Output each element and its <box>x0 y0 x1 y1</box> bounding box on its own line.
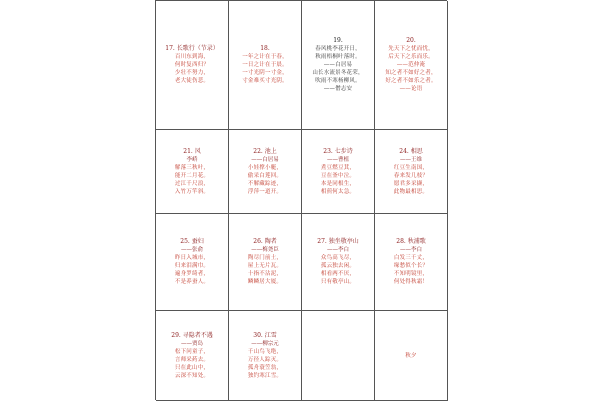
poem-line: 少壮不努力， <box>174 70 210 76</box>
poem-body <box>385 45 436 93</box>
poem-body <box>175 348 209 380</box>
poem-line: 陶尽门前土， <box>247 255 283 261</box>
poem-line: 春风桃李花开日， <box>315 46 361 52</box>
poem-title: 24. 相思 <box>399 147 423 155</box>
poem-body <box>242 53 288 85</box>
poem-line: 缘愁似个长？ <box>393 263 429 269</box>
poem-line: 孤舟蓑笠翁， <box>247 364 283 371</box>
poem-line: 偷采白莲回。 <box>247 172 283 179</box>
poem-title: 22. 池上 <box>253 147 277 155</box>
poem-line: 只在此山中， <box>174 364 210 371</box>
poem-line: 言师采药去。 <box>174 356 210 363</box>
poem-cell <box>229 214 302 311</box>
poem-line: 一寸光阴一寸金， <box>242 70 288 76</box>
poem-line: 十指不沾泥， <box>247 271 283 277</box>
poem-title: 29. 寻隐者不遇 <box>171 331 213 339</box>
poem-body <box>321 254 355 286</box>
poem-cell <box>375 311 448 401</box>
poem-line: 相看两不厌， <box>320 271 356 277</box>
poem-line: 入竹万竿斜。 <box>174 188 210 195</box>
poem-line: 昨日入城市， <box>174 255 210 261</box>
poem-body <box>394 254 428 286</box>
poem-line: 老大徒伤悲。 <box>174 78 210 84</box>
poem-line: ——论语 <box>399 86 423 92</box>
poem-line: 屋上无片瓦。 <box>247 263 283 269</box>
poem-line: 不是养蚕人。 <box>174 279 210 285</box>
poem-line: 何时复西归？ <box>174 62 210 68</box>
poem-line: ——僧志安 <box>323 86 353 92</box>
poem-author: ——柳宗元 <box>251 340 279 347</box>
poem-line: 秋夕 <box>405 352 417 359</box>
poem-line: 秋雨梧桐叶落时。 <box>315 54 361 60</box>
poem-title: 23. 七步诗 <box>323 147 353 155</box>
poem-line: 一年之计在于春， <box>242 54 288 60</box>
poem-cell <box>229 311 302 401</box>
poem-line: 能开二月花。 <box>174 172 210 179</box>
poem-body <box>175 53 209 85</box>
poem-cell <box>156 1 229 130</box>
poem-line: 过江千尺浪， <box>174 180 210 187</box>
poem-title: 28. 秋浦歌 <box>396 238 426 245</box>
poem-line: 不知明镜里， <box>393 271 429 277</box>
poem-title: 19. <box>333 37 343 44</box>
poem-author: ——张俞 <box>180 247 203 253</box>
poem-line: 一日之计在于晨。 <box>242 62 288 68</box>
poem-line: 万径人踪灭。 <box>247 356 283 363</box>
poem-cell <box>229 130 302 214</box>
poem-line: 煮豆燃豆萁， <box>320 164 356 171</box>
poem-body <box>248 348 282 380</box>
poem-table <box>155 0 447 400</box>
poem-body <box>175 164 209 196</box>
poem-line: 吹雨不寒杨柳风。 <box>315 78 361 84</box>
poem-author: ——李白 <box>326 247 349 253</box>
poem-cell <box>156 214 229 311</box>
poem-body <box>248 164 282 196</box>
poem-line: 千山鸟飞绝， <box>247 348 283 355</box>
poem-cell <box>302 130 375 214</box>
poem-line: 本是同根生， <box>320 180 356 187</box>
poem-title: 30. 江雪 <box>253 331 277 339</box>
poem-line: 鳞鳞居大厦。 <box>247 279 283 285</box>
poem-title: 27. 独坐敬亭山 <box>317 238 359 245</box>
poem-line: 何处得秋霜！ <box>393 279 429 285</box>
poem-title: 26. 陶者 <box>253 238 277 245</box>
poem-line: 此物最相思。 <box>393 188 429 195</box>
poem-cell <box>375 1 448 130</box>
poem-title: 17. 长歌行（节录） <box>165 45 219 52</box>
poem-line: 只有敬亭山。 <box>320 279 356 285</box>
poem-author: ——曹植 <box>326 156 349 163</box>
poem-body <box>312 45 363 93</box>
poem-body <box>248 254 282 286</box>
poem-cell <box>375 214 448 311</box>
poem-line: 百川东到海， <box>174 54 210 60</box>
poem-line: ——范仲淹 <box>396 62 426 68</box>
poem-line: 红豆生南国， <box>393 164 429 171</box>
poem-line: 春来发几枝？ <box>393 172 429 179</box>
poem-line: 松下问童子， <box>174 348 210 355</box>
poem-author: 李峤 <box>186 156 198 163</box>
poem-cell <box>156 130 229 214</box>
poem-cell <box>229 1 302 130</box>
poem-line: 归来泪满巾。 <box>174 263 210 269</box>
poem-line: 山长水流景冬花荣， <box>312 70 364 76</box>
poem-line: 豆在釜中泣。 <box>320 172 356 179</box>
poem-title: 20. <box>406 37 416 44</box>
poem-title: 25. 蚕妇 <box>180 238 204 245</box>
poem-author: ——李白 <box>399 247 422 253</box>
poem-body <box>394 164 428 196</box>
poem-line: 相煎何太急。 <box>320 188 356 195</box>
poem-body <box>175 254 209 286</box>
poem-author: ——梅尧臣 <box>251 247 279 253</box>
poem-cell <box>156 311 229 401</box>
poem-line: 好之者不如乐之者。 <box>385 78 437 84</box>
poem-author: ——王维 <box>399 156 422 163</box>
poem-cell <box>302 214 375 311</box>
poem-line: 愿君多采撷， <box>393 180 429 187</box>
poem-title: 21. 风 <box>183 147 201 155</box>
poem-cell <box>302 1 375 130</box>
poem-line: 先天下之忧而忧， <box>388 46 434 52</box>
poem-line: 解落三秋叶， <box>174 164 210 171</box>
poem-line: 知之者不如好之者， <box>385 70 437 76</box>
poem-line: 遍身罗绮者， <box>174 271 210 277</box>
poem-line: 众鸟高飞尽， <box>320 255 356 261</box>
poem-line: 云深不知处。 <box>174 372 210 379</box>
poem-author: ——白居易 <box>251 156 279 163</box>
poem-line: 寸金难买寸光阴。 <box>242 78 288 84</box>
poem-title: 18. <box>260 45 270 52</box>
poem-body <box>405 352 416 360</box>
poem-author: ——贾岛 <box>180 340 203 347</box>
poem-line: ——白居易 <box>323 62 353 68</box>
poem-cell <box>302 311 375 401</box>
poem-line: 后天下之乐而乐。 <box>388 54 434 60</box>
poem-line: 独钓寒江雪。 <box>247 372 283 379</box>
poem-cell <box>375 130 448 214</box>
poem-line: 小娃撑小艇， <box>247 164 283 171</box>
poem-line: 孤云独去闲。 <box>320 263 356 269</box>
poem-line: 浮萍一道开。 <box>247 188 283 195</box>
poem-line: 不解藏踪迹， <box>247 180 283 187</box>
poem-line: 白发三千丈， <box>393 255 429 261</box>
poem-body <box>321 164 355 196</box>
